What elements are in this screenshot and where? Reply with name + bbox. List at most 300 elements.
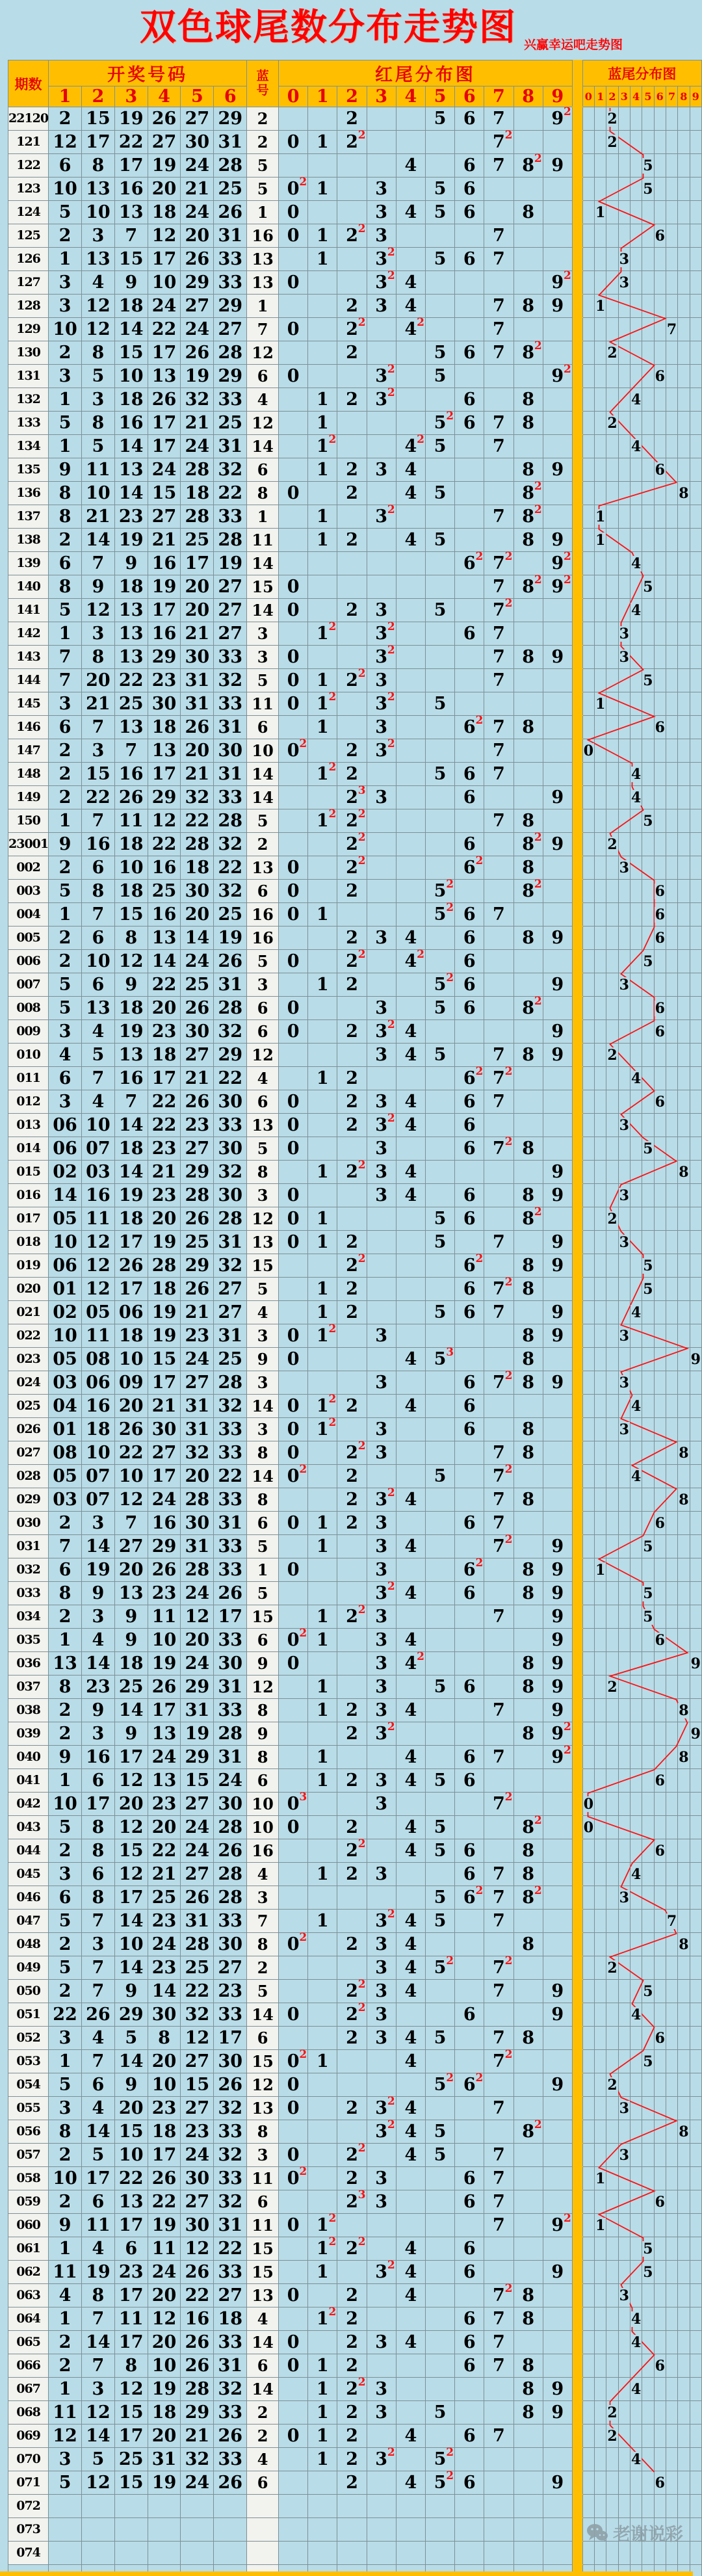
red-tail-cell: 2 2: [337, 1254, 367, 1278]
blue-tail-cell: [630, 2331, 642, 2354]
blue-tail-cell: [654, 1769, 666, 1793]
blue-tail-cell: [666, 856, 677, 880]
red-ball-cell: 33: [214, 248, 247, 271]
red-ball-cell: 13: [81, 177, 114, 201]
blue-tail-cell: [654, 692, 666, 716]
red-ball-cell: 15: [81, 763, 114, 786]
blue-tail-cell: [666, 1629, 677, 1652]
red-tail-cell: [308, 1793, 337, 1816]
red-tail-cell: [543, 318, 572, 341]
red-tail-cell: 2: [337, 2425, 367, 2448]
blue-tail-cell: [666, 435, 677, 458]
blue-tail-cell: [618, 1605, 630, 1629]
red-tail-cell: 8: [514, 1371, 543, 1395]
table-row: [8, 2495, 702, 2518]
red-tail-cell: [279, 2190, 308, 2214]
blue-tail-cell: [618, 599, 630, 622]
blue-tail-cell: [630, 365, 642, 388]
blue-tail-cell: [582, 529, 594, 552]
blue-ball-cell: 6: [247, 365, 279, 388]
red-ball-cell: 10: [81, 482, 114, 505]
red-tail-cell: [514, 2190, 543, 2214]
blue-tail-cell: [606, 435, 618, 458]
red-tail-cell: 0: [279, 1231, 308, 1254]
red-tail-cell: 8 2: [514, 2120, 543, 2144]
red-ball-cell: 7: [81, 2354, 114, 2378]
blue-tail-cell: [618, 1722, 630, 1746]
red-tail-cell: 1 2: [308, 2307, 337, 2331]
red-tail-cell: [543, 1067, 572, 1090]
red-tail-cell: [514, 1769, 543, 1793]
separator-cell: [572, 2120, 582, 2144]
blue-tail-cell: [666, 505, 677, 529]
red-tail-cell: [396, 1886, 425, 1910]
red-tail-cell: 1: [308, 412, 337, 435]
red-tail-cell: [425, 622, 454, 646]
blue-tail-cell: [606, 177, 618, 201]
red-tail-cell: 8 2: [514, 505, 543, 529]
blue-tail-cell: [666, 1441, 677, 1465]
blue-tail-cell: [654, 1652, 666, 1676]
red-tail-cell: 1: [308, 973, 337, 997]
table-row: [8, 1067, 702, 1090]
red-ball-cell: 1: [49, 2307, 82, 2331]
red-tail-cell: [514, 1114, 543, 1137]
red-ball-cell: 4: [81, 2027, 114, 2050]
period-cell: 037: [8, 1676, 49, 1699]
blue-tail-cell: [642, 271, 654, 295]
blue-tail-cell: [618, 2331, 630, 2354]
red-tail-cell: [396, 786, 425, 809]
blue-tail-cell: [666, 786, 677, 809]
red-tail-cell: [279, 1161, 308, 1184]
blue-tail-cell: [582, 318, 594, 341]
red-ball-cell: 21: [81, 692, 114, 716]
blue-tail-cell: [666, 1652, 677, 1676]
blue-tail-cell: [606, 1980, 618, 2003]
blue-ball-cell: 11: [247, 2167, 279, 2190]
blue-tail-cell: [666, 388, 677, 412]
red-tail-cell: 7: [484, 107, 514, 131]
table-row: [8, 505, 702, 529]
red-tail-cell: 2: [337, 2401, 367, 2425]
red-tail-cell: [484, 973, 514, 997]
blue-tail-cell: [642, 2003, 654, 2027]
red-tail-cell: [514, 318, 543, 341]
separator-cell: [572, 1816, 582, 1839]
period-cell: 055: [8, 2097, 49, 2120]
table-row: [8, 365, 702, 388]
blue-tail-cell: [666, 599, 677, 622]
blue-tail-cell: [606, 295, 618, 318]
blue-tail-cell: [630, 341, 642, 365]
red-ball-cell: 17: [114, 2425, 148, 2448]
red-tail-cell: 3 2: [367, 2261, 396, 2284]
red-tail-cell: [396, 880, 425, 903]
blue-tail-cell: [618, 1465, 630, 1488]
blue-tail-cell: [654, 131, 666, 154]
separator-cell: [572, 1676, 582, 1699]
tail-count-superscript: 2: [564, 1744, 571, 1757]
red-ball-cell: 5: [81, 365, 114, 388]
separator-cell: [572, 2144, 582, 2167]
red-tail-cell: [425, 1395, 454, 1418]
red-tail-cell: [425, 1558, 454, 1582]
red-ball-cell: 26: [214, 2471, 247, 2495]
blue-ball-cell: 2: [247, 131, 279, 154]
red-tail-cell: 7 2: [484, 131, 514, 154]
red-tail-cell: 6: [455, 1114, 484, 1137]
red-ball-cell: 24: [214, 1769, 247, 1793]
blue-tail-cell: [630, 1090, 642, 1114]
red-ball-cell: 17: [214, 2027, 247, 2050]
blue-ball-cell: 14: [247, 1465, 279, 1488]
tail-count-superscript: 2: [387, 1018, 395, 1031]
table-row: [8, 1090, 702, 1114]
blue-tail-cell: [595, 1184, 606, 1207]
red-ball-cell: 17: [81, 1793, 114, 1816]
blue-ball-cell: 5: [247, 669, 279, 692]
red-tail-cell: 7: [484, 2354, 514, 2378]
table-row: [8, 1886, 702, 1910]
red-tail-cell: [455, 2050, 484, 2073]
red-ball-cell: 2: [49, 856, 82, 880]
red-ball-cell: 14: [81, 529, 114, 552]
blue-tail-cell: [642, 2425, 654, 2448]
red-ball-cell: 13: [114, 458, 148, 482]
red-tail-cell: [337, 1956, 367, 1980]
period-cell: 048: [8, 1933, 49, 1956]
blue-tail-cell: [654, 388, 666, 412]
blue-tail-cell: [595, 505, 606, 529]
red-tail-cell: [543, 2542, 572, 2565]
period-cell: 020: [8, 1278, 49, 1301]
blue-tail-cell: [678, 2097, 690, 2120]
red-tail-cell: [308, 1184, 337, 1207]
table-row: [8, 1418, 702, 1441]
blue-tail-value: 8: [679, 1163, 689, 1181]
blue-tail-cell: [582, 973, 594, 997]
separator-cell: [572, 271, 582, 295]
separator-cell: [572, 2307, 582, 2331]
red-tail-cell: [337, 2073, 367, 2097]
red-tail-cell: 0: [279, 903, 308, 927]
separator-cell: [572, 482, 582, 505]
red-tail-cell: [308, 1652, 337, 1676]
red-tail-cell: [396, 388, 425, 412]
blue-tail-cell: [678, 1161, 690, 1184]
red-ball-cell: 31: [214, 763, 247, 786]
blue-tail-value: 8: [679, 2123, 689, 2140]
period-cell: 072: [8, 2495, 49, 2518]
red-tail-cell: [396, 1278, 425, 1301]
red-ball-cell: 16: [81, 1746, 114, 1769]
tail-count-superscript: 2: [387, 2259, 395, 2272]
red-tail-cell: [514, 1465, 543, 1488]
separator-cell: [572, 1441, 582, 1465]
red-ball-cell: 30: [214, 1652, 247, 1676]
red-ball-cell: 14: [114, 1956, 148, 1980]
blue-tail-cell: [678, 318, 690, 341]
red-tail-cell: 2: [337, 1465, 367, 1488]
blue-tail-cell: [654, 1020, 666, 1044]
red-ball-cell: 16: [148, 622, 181, 646]
red-tail-cell: 8 2: [514, 1816, 543, 1839]
blue-tail-cell: [642, 2354, 654, 2378]
red-ball-cell: 28: [214, 809, 247, 833]
red-tail-cell: [396, 505, 425, 529]
red-tail-cell: [543, 2190, 572, 2214]
blue-tail-cell: [654, 2073, 666, 2097]
red-ball-cell: 16: [148, 1512, 181, 1535]
blue-tail-cell: [666, 1231, 677, 1254]
red-ball-cell: 30: [181, 880, 214, 903]
blue-tail-cell: [666, 1114, 677, 1137]
red-tail-cell: [308, 997, 337, 1020]
red-tail-cell: 2 2: [337, 224, 367, 248]
blue-tail-cell: [630, 1722, 642, 1746]
blue-tail-cell: [654, 1886, 666, 1910]
red-tail-cell: 4: [396, 1090, 425, 1114]
blue-tail-cell: [642, 1441, 654, 1465]
red-tail-cell: 7: [484, 318, 514, 341]
red-tail-cell: 4: [396, 1044, 425, 1067]
separator-cell: [572, 412, 582, 435]
blue-tail-cell: [606, 2050, 618, 2073]
red-tail-cell: 9: [543, 1184, 572, 1207]
red-tail-cell: [425, 2097, 454, 2120]
blue-tail-cell: [582, 2050, 594, 2073]
blue-tail-cell: [690, 201, 702, 224]
period-cell: 060: [8, 2214, 49, 2237]
red-tail-cell: [425, 154, 454, 177]
blue-tail-cell: [678, 575, 690, 599]
blue-tail-cell: [678, 458, 690, 482]
blue-tail-cell: [595, 482, 606, 505]
red-ball-cell: 6: [81, 927, 114, 950]
blue-tail-cell: [618, 1793, 630, 1816]
period-cell: 041: [8, 1769, 49, 1793]
red-ball-cell: 20: [181, 739, 214, 763]
blue-tail-value: 4: [630, 1397, 642, 1415]
blue-ball-cell: 12: [247, 1676, 279, 1699]
red-tail-cell: [543, 692, 572, 716]
red-tail-cell: 9 2: [543, 365, 572, 388]
blue-tail-cell: [642, 458, 654, 482]
red-ball-cell: 28: [214, 1207, 247, 1231]
blue-tail-cell: [630, 1488, 642, 1512]
red-tail-cell: 6: [455, 2471, 484, 2495]
red-ball-cell: 18: [148, 2120, 181, 2144]
red-tail-cell: [396, 1067, 425, 1090]
red-ball-cell: 29: [214, 295, 247, 318]
red-tail-cell: 1: [308, 1605, 337, 1629]
blue-tail-cell: [642, 2401, 654, 2425]
tail-count-superscript: 2: [504, 1369, 513, 1382]
red-ball-cell: 30: [214, 2050, 247, 2073]
red-tail-cell: [543, 1863, 572, 1886]
period-cell: 138: [8, 529, 49, 552]
red-ball-cell: 17: [114, 1886, 148, 1910]
red-tail-cell: [514, 2003, 543, 2027]
blue-tail-value: 4: [630, 765, 642, 783]
red-tail-cell: [279, 1488, 308, 1512]
blue-tail-cell: [666, 716, 677, 739]
blue-tail-cell: [654, 1418, 666, 1441]
red-tail-cell: [543, 1395, 572, 1418]
red-tail-cell: [425, 1371, 454, 1395]
blue-tail-cell: [595, 1207, 606, 1231]
red-ball-cell: 18: [114, 833, 148, 856]
blue-tail-cell: [582, 2144, 594, 2167]
red-ball-cell: 5: [49, 1956, 82, 1980]
blue-tail-cell: [618, 1020, 630, 1044]
red-ball-cell: 25: [181, 1956, 214, 1980]
ball-col-header: 3: [114, 86, 148, 107]
red-tail-cell: [396, 903, 425, 927]
red-tail-cell: [425, 2237, 454, 2261]
blue-tail-cell: [618, 2378, 630, 2401]
separator-cell: [572, 1512, 582, 1535]
tail-count-superscript: 3: [358, 2188, 366, 2201]
blue-tail-cell: [630, 669, 642, 692]
red-ball-cell: 06: [114, 1301, 148, 1324]
blue-tail-cell: [654, 973, 666, 997]
red-ball-cell: 6: [49, 716, 82, 739]
red-tail-cell: 2 2: [337, 318, 367, 341]
red-tail-cell: 8 2: [514, 880, 543, 903]
red-ball-cell: 25: [114, 2448, 148, 2471]
red-tail-cell: [543, 1933, 572, 1956]
red-tail-cell: [425, 552, 454, 575]
red-ball-cell: 8: [148, 2027, 181, 2050]
blue-tail-cell: [582, 1371, 594, 1395]
blue-tail-cell: [618, 1278, 630, 1301]
red-tail-cell: [484, 2120, 514, 2144]
blue-tail-cell: [630, 1910, 642, 1933]
tail-count-superscript: 2: [328, 1416, 337, 1429]
period-cell: 047: [8, 1910, 49, 1933]
blue-tail-cell: [642, 763, 654, 786]
red-tail-cell: 1: [308, 716, 337, 739]
red-tail-cell: 5 2: [425, 2471, 454, 2495]
red-tail-cell: 0: [279, 201, 308, 224]
blue-tail-cell: [618, 1652, 630, 1676]
blue-tail-cell: [606, 1629, 618, 1652]
blue-tail-cell: [666, 2237, 677, 2261]
blue-tail-cell: [606, 1324, 618, 1348]
red-ball-cell: 2: [49, 2144, 82, 2167]
red-tail-cell: 8: [514, 388, 543, 412]
blue-tail-cell: [642, 1161, 654, 1184]
red-ball-cell: 7: [81, 1910, 114, 1933]
red-tail-cell: 7: [484, 1910, 514, 1933]
blue-tail-cell: [606, 599, 618, 622]
tail-count-superscript: 2: [328, 2235, 337, 2248]
red-ball-cell: 9: [114, 973, 148, 997]
tail-count-superscript: 2: [504, 1954, 513, 1967]
blue-tail-cell: [582, 2097, 594, 2120]
blue-tail-cell: [690, 458, 702, 482]
table-row: [8, 1956, 702, 1980]
red-tail-cell: [484, 1418, 514, 1441]
red-tail-cell: 2: [337, 2027, 367, 2050]
red-tail-cell: [337, 365, 367, 388]
red-tail-cell: [337, 1886, 367, 1910]
red-tail-cell: 0: [279, 482, 308, 505]
blue-tail-cell: [582, 552, 594, 575]
red-ball-cell: 16: [114, 763, 148, 786]
blue-tail-cell: [690, 1465, 702, 1488]
separator-cell: [572, 552, 582, 575]
blue-tail-col-header: 4: [630, 86, 642, 107]
red-tail-cell: [455, 599, 484, 622]
blue-tail-cell: [606, 809, 618, 833]
red-ball-cell: 31: [181, 1535, 214, 1558]
period-cell: 058: [8, 2167, 49, 2190]
red-tail-cell: [367, 482, 396, 505]
red-ball-cell: 22: [214, 2237, 247, 2261]
red-tail-cell: [455, 1629, 484, 1652]
red-tail-cell: 1: [308, 1161, 337, 1184]
blue-tail-cell: [690, 2097, 702, 2120]
red-tail-cell: [367, 412, 396, 435]
red-tail-cell: [396, 763, 425, 786]
red-ball-cell: 28: [181, 458, 214, 482]
blue-tail-cell: [678, 927, 690, 950]
blue-tail-cell: [618, 1418, 630, 1441]
blue-tail-cell: [595, 2003, 606, 2027]
red-tail-cell: [367, 131, 396, 154]
red-tail-cell: [455, 2144, 484, 2167]
red-ball-cell: 22: [148, 833, 181, 856]
blue-tail-cell: [618, 716, 630, 739]
red-ball-cell: 05: [49, 1348, 82, 1371]
red-tail-cell: [396, 365, 425, 388]
red-tail-cell: [308, 880, 337, 903]
red-ball-cell: 22: [148, 2190, 181, 2214]
red-tail-cell: 6 2: [455, 1886, 484, 1910]
blue-tail-cell: [666, 2425, 677, 2448]
red-ball-cell: 33: [214, 271, 247, 295]
blue-tail-cell: [630, 1114, 642, 1137]
red-tail-cell: 4: [396, 2425, 425, 2448]
red-tail-cell: 3 2: [367, 1910, 396, 1933]
red-tail-cell: [396, 1441, 425, 1465]
blue-tail-cell: [606, 669, 618, 692]
red-tail-cell: 5: [425, 2120, 454, 2144]
blue-tail-cell: [654, 2307, 666, 2331]
blue-tail-cell: [678, 154, 690, 177]
red-tail-cell: 5: [425, 692, 454, 716]
table-row: [8, 646, 702, 669]
red-tail-cell: [425, 388, 454, 412]
blue-tail-cell: [642, 2261, 654, 2284]
blue-tail-cell: [654, 2401, 666, 2425]
blue-tail-cell: [618, 1067, 630, 1090]
table-row: [8, 1746, 702, 1769]
red-tail-cell: 9: [543, 2003, 572, 2027]
red-ball-cell: 2: [49, 763, 82, 786]
blue-tail-cell: [690, 552, 702, 575]
red-tail-cell: [396, 973, 425, 997]
blue-tail-cell: [666, 2495, 677, 2518]
blue-tail-value: 5: [643, 2263, 653, 2281]
tail-count-superscript: 2: [387, 2095, 395, 2108]
separator-cell: [572, 669, 582, 692]
blue-tail-cell: [654, 1676, 666, 1699]
blue-tail-cell: [595, 1605, 606, 1629]
